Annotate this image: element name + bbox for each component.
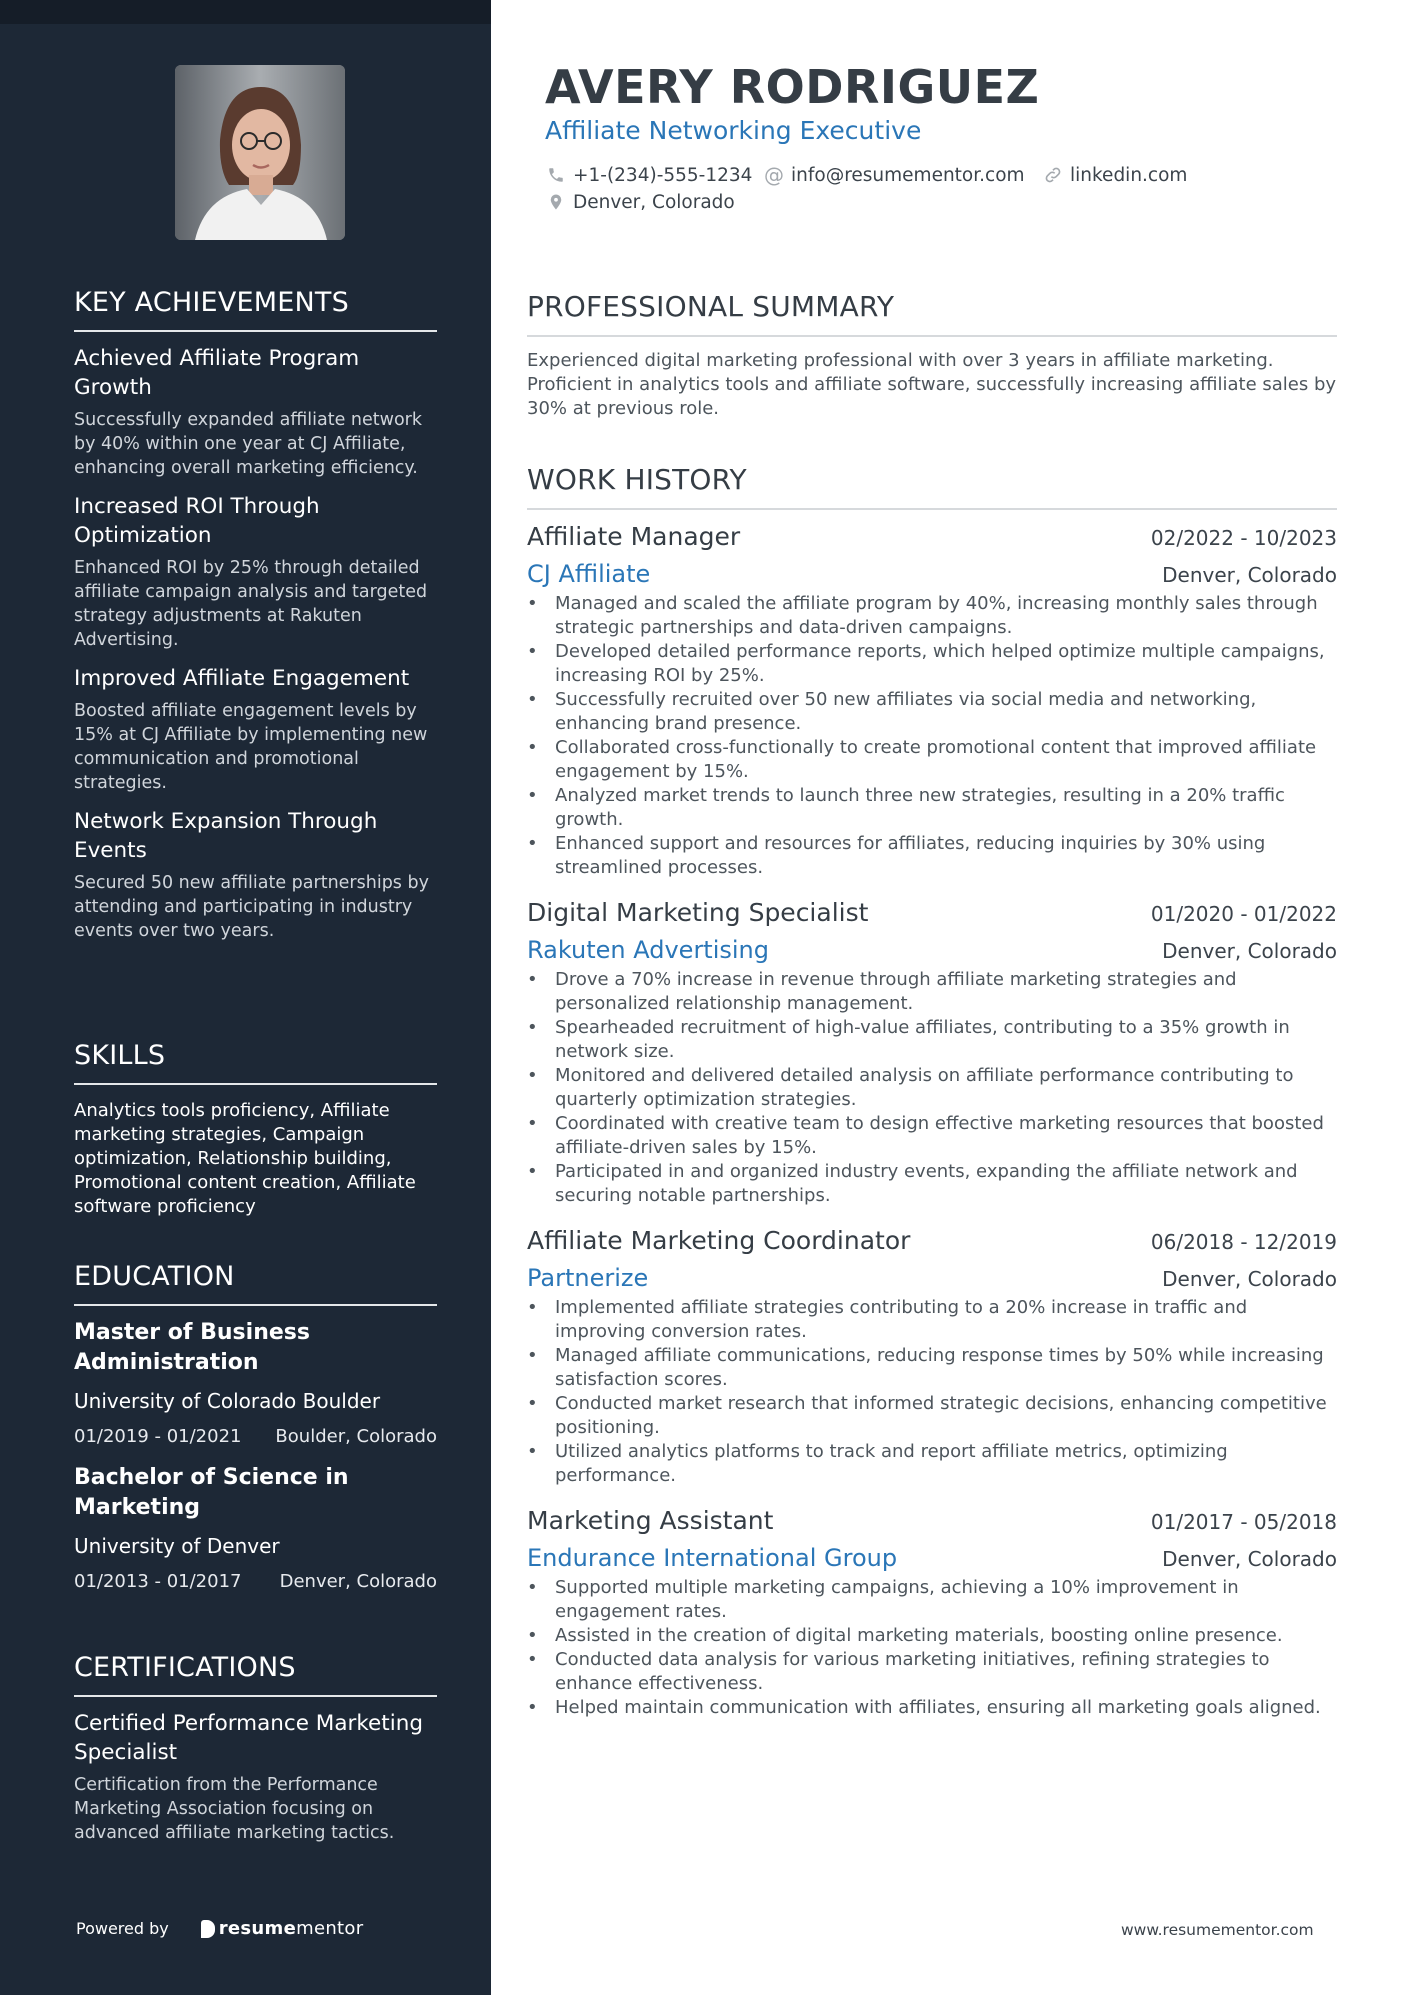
job-location: Denver, Colorado: [1162, 1267, 1337, 1291]
key-achievements-section: [74, 287, 437, 943]
job-role: Affiliate Marketing Coordinator: [527, 1226, 911, 1255]
contact-linkedin: [1042, 164, 1187, 186]
job-dates: 01/2017 - 05/2018: [1150, 1510, 1337, 1534]
achievement-item: [74, 344, 437, 480]
job-entry: [527, 522, 1337, 880]
education-dates: 01/2019 - 01/2021: [74, 1426, 242, 1447]
linkedin-text[interactable]: linkedin.com: [1070, 164, 1188, 186]
sidebar: [0, 0, 491, 1995]
education-item: [74, 1318, 437, 1447]
logo-text-light: mentor: [296, 1918, 364, 1939]
candidate-title: Affiliate Networking Executive: [545, 116, 922, 145]
job-bullet: • Monitored and delivered detailed analysis on affiliate performance contributing to quarterly optimization strategies.: [527, 1064, 1337, 1112]
job-bullets: [527, 592, 1337, 880]
phone-icon: [545, 164, 567, 186]
job-role: Digital Marketing Specialist: [527, 898, 869, 927]
job-dates: 06/2018 - 12/2019: [1150, 1230, 1337, 1254]
achievement-title: Achieved Affiliate Program Growth: [74, 346, 360, 400]
job-bullet: • Developed detailed performance reports, which helped optimize multiple campaigns, increasing ROI by 25%.: [527, 640, 1337, 688]
link-icon: [1042, 164, 1064, 186]
education-item: [74, 1463, 437, 1592]
achievement-item: [74, 807, 437, 943]
contact-phone: [545, 164, 752, 186]
powered-by: [76, 1918, 363, 1939]
job-bullets: [527, 1576, 1337, 1720]
job-bullet: • Supported multiple marketing campaigns, achieving a 10% improvement in engagement rates.: [527, 1576, 1337, 1624]
resumementor-logo: [201, 1918, 364, 1939]
job-bullet: • Analyzed market trends to launch three new strategies, resulting in a 20% traffic growth.: [527, 784, 1337, 832]
job-location: Denver, Colorado: [1162, 1547, 1337, 1571]
job-location: Denver, Colorado: [1162, 939, 1337, 963]
logo-text-bold: resume: [218, 1918, 297, 1939]
skills-heading: SKILLS: [74, 1040, 437, 1085]
contact-email: [763, 164, 1025, 186]
work-history-heading: WORK HISTORY: [527, 463, 1337, 510]
education-meta: [74, 1426, 437, 1447]
education-location: Denver, Colorado: [279, 1571, 437, 1592]
job-entry: [527, 898, 1337, 1208]
education-school: University of Colorado Boulder: [74, 1389, 381, 1413]
job-dates: 01/2020 - 01/2022: [1150, 902, 1337, 926]
job-dates: 02/2022 - 10/2023: [1150, 526, 1337, 550]
candidate-name: AVERY RODRIGUEZ: [545, 60, 1040, 114]
skills-section: [74, 1040, 437, 1219]
job-bullet: • Successfully recruited over 50 new affiliates via social media and networking, enhancing brand presence.: [527, 688, 1337, 736]
job-bullet: • Drove a 70% increase in revenue through affiliate marketing strategies and personalized relationship management.: [527, 968, 1337, 1016]
professional-summary-text: Experienced digital marketing professional with over 3 years in affiliate marketing. Proficient in analytics tools and affiliate software, successfully increasing affiliate sales by 30% at previous role.: [527, 350, 1337, 419]
skills-list: Analytics tools proficiency, Affiliate marketing strategies, Campaign optimization, Relationship building, Promotional content creation, Affiliate software proficiency: [74, 1100, 416, 1217]
footer-url[interactable]: www.resumementor.com: [1121, 1921, 1314, 1939]
job-role: Affiliate Manager: [527, 522, 741, 551]
education-section: [74, 1261, 437, 1592]
certification-title: Certified Performance Marketing Specialist: [74, 1711, 423, 1765]
job-bullets: [527, 968, 1337, 1208]
certifications-heading: CERTIFICATIONS: [74, 1652, 437, 1697]
profile-photo: [175, 65, 345, 240]
achievement-title: Increased ROI Through Optimization: [74, 494, 320, 548]
job-bullet: • Conducted data analysis for various marketing initiatives, refining strategies to enhance effectiveness.: [527, 1648, 1337, 1696]
achievement-title: Improved Affiliate Engagement: [74, 666, 410, 691]
achievement-description: Boosted affiliate engagement levels by 15% at CJ Affiliate by implementing new communication and promotional strategies.: [74, 701, 428, 793]
education-location: Boulder, Colorado: [275, 1426, 437, 1447]
powered-by-label: Powered by: [76, 1919, 169, 1938]
education-degree: Bachelor of Science in Marketing: [74, 1465, 349, 1520]
job-bullet: • Spearheaded recruitment of high-value affiliates, contributing to a 35% growth in network size.: [527, 1016, 1337, 1064]
job-entry: [527, 1226, 1337, 1488]
job-entry: [527, 1506, 1337, 1720]
achievement-description: Successfully expanded affiliate network by 40% within one year at CJ Affiliate, enhancing overall marketing efficiency.: [74, 410, 422, 478]
job-bullet: • Coordinated with creative team to design effective marketing resources that boosted affiliate-driven sales by 15%.: [527, 1112, 1337, 1160]
education-degree: Master of Business Administration: [74, 1320, 310, 1375]
email-text[interactable]: info@resumementor.com: [791, 164, 1025, 186]
achievement-item: [74, 492, 437, 652]
job-bullet: • Implemented affiliate strategies contributing to a 20% increase in traffic and improving conversion rates.: [527, 1296, 1337, 1344]
job-company: CJ Affiliate: [527, 560, 651, 588]
phone-text[interactable]: +1-(234)-555-1234: [573, 164, 753, 186]
key-achievements-heading: KEY ACHIEVEMENTS: [74, 287, 437, 332]
job-bullet: • Collaborated cross-functionally to create promotional content that improved affiliate engagement by 15%.: [527, 736, 1337, 784]
job-bullet: • Participated in and organized industry events, expanding the affiliate network and securing notable partnerships.: [527, 1160, 1337, 1208]
job-role: Marketing Assistant: [527, 1506, 774, 1535]
job-company: Endurance International Group: [527, 1544, 898, 1572]
job-bullet: • Managed affiliate communications, reducing response times by 50% while increasing satisfaction scores.: [527, 1344, 1337, 1392]
job-bullets: [527, 1296, 1337, 1488]
achievement-description: Enhanced ROI by 25% through detailed affiliate campaign analysis and targeted strategy adjustments at Rakuten Advertising.: [74, 558, 428, 650]
job-bullet: • Assisted in the creation of digital marketing materials, boosting online presence.: [527, 1624, 1337, 1648]
job-company: Partnerize: [527, 1264, 649, 1292]
professional-summary-heading: PROFESSIONAL SUMMARY: [527, 290, 1337, 337]
certification-item: [74, 1709, 437, 1845]
certification-description: Certification from the Performance Marketing Association focusing on advanced affiliate marketing tactics.: [74, 1775, 395, 1843]
location-pin-icon: [545, 191, 567, 213]
achievement-item: [74, 664, 437, 795]
job-bullet: • Managed and scaled the affiliate program by 40%, increasing monthly sales through strategic partnerships and data-driven campaigns.: [527, 592, 1337, 640]
professional-summary-section: [527, 290, 1337, 421]
job-company: Rakuten Advertising: [527, 936, 770, 964]
job-bullet: • Helped maintain communication with affiliates, ensuring all marketing goals aligned.: [527, 1696, 1337, 1720]
education-school: University of Denver: [74, 1534, 280, 1558]
job-bullet: • Utilized analytics platforms to track and report affiliate metrics, optimizing performance.: [527, 1440, 1337, 1488]
education-heading: EDUCATION: [74, 1261, 437, 1306]
achievement-description: Secured 50 new affiliate partnerships by attending and participating in industry events over two years.: [74, 873, 429, 941]
certifications-section: [74, 1652, 437, 1845]
contact-location: [545, 191, 735, 213]
job-bullet: • Conducted market research that informed strategic decisions, enhancing competitive positioning.: [527, 1392, 1337, 1440]
education-dates: 01/2013 - 01/2017: [74, 1571, 242, 1592]
location-text: Denver, Colorado: [573, 191, 735, 213]
job-bullet: • Enhanced support and resources for affiliates, reducing inquiries by 30% using streamlined processes.: [527, 832, 1337, 880]
sidebar-top-bar: [0, 0, 491, 24]
education-meta: [74, 1571, 437, 1592]
work-history-section: [527, 463, 1337, 1720]
job-location: Denver, Colorado: [1162, 563, 1337, 587]
at-sign-icon: @: [764, 163, 784, 187]
resumementor-logo-icon: [201, 1920, 215, 1938]
achievement-title: Network Expansion Through Events: [74, 809, 378, 863]
